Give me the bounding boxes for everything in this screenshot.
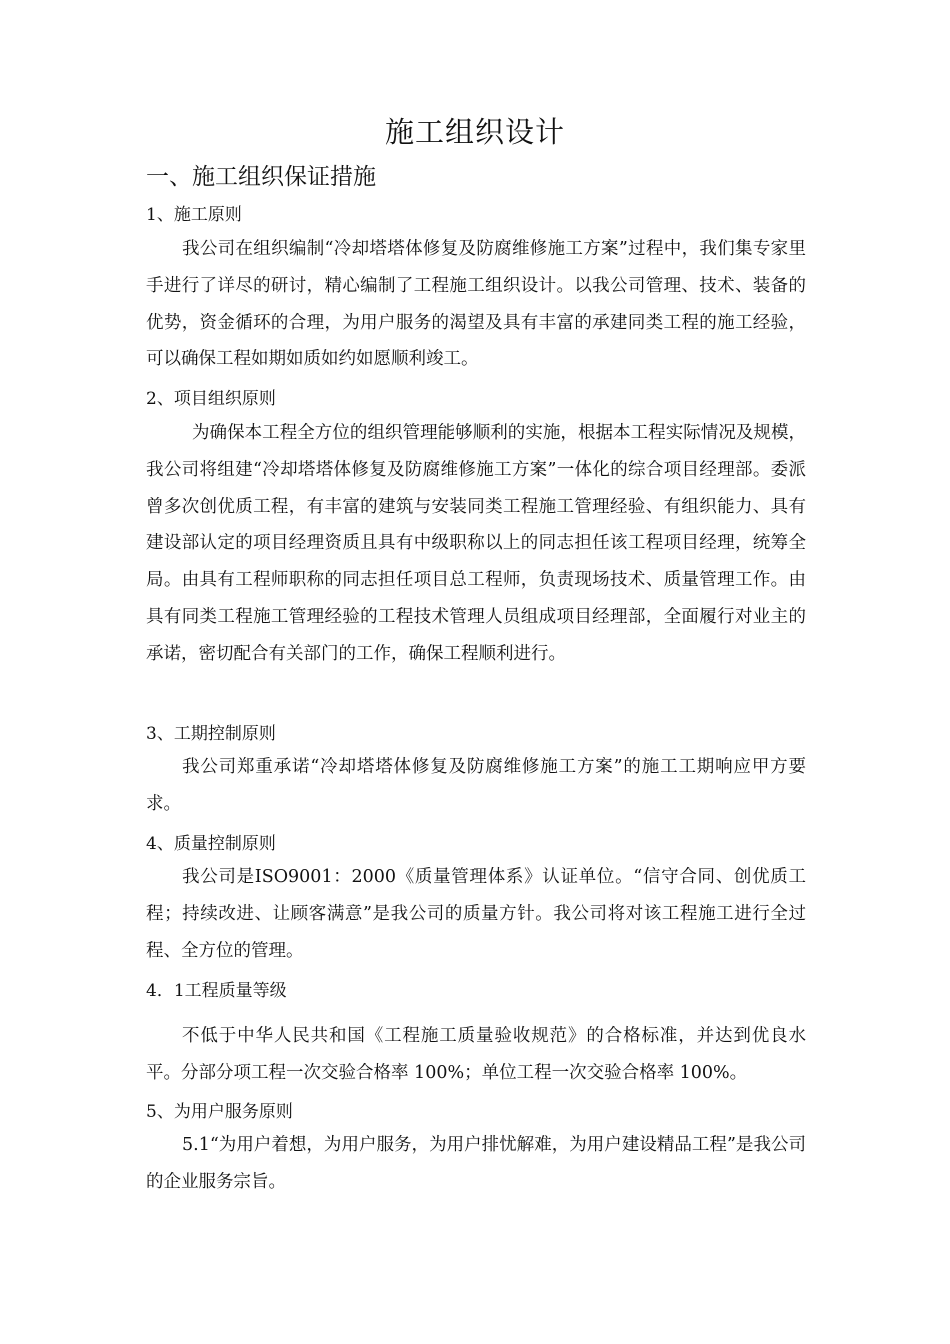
- paragraph-construction-principle: 我公司在组织编制“冷却塔塔体修复及防腐维修施工方案”过程中，我们集专家里手进行了详尽的研讨，精心编制了工程施工组织设计。以我公司管理、技术、装备的优势，资金循环的合理，为用户服务的渴望及具有丰富的承建同类工程的施工经验，可以确保工程如期如质如约如愿顺利竣工。: [146, 239, 806, 370]
- subsection-heading-1: 1、施工原则: [146, 205, 242, 225]
- subsection-heading-5: 5、为用户服务原则: [146, 1102, 293, 1122]
- subsection-heading-4-1: 4．1工程质量等级: [146, 981, 287, 1001]
- subsection-heading-4: 4、质量控制原则: [146, 834, 276, 854]
- paragraph-quality-control: 我公司是ISO9001：2000《质量管理体系》认证单位。“信守合同、创优质工程；持续改进、让顾客满意”是我公司的质量方针。我公司将对该工程施工进行全过程、全方位的管理。: [146, 867, 806, 961]
- subsection-heading-2: 2、项目组织原则: [146, 389, 276, 409]
- document-title: 施工组织设计: [384, 115, 565, 149]
- paragraph-schedule-control: 我公司郑重承诺“冷却塔塔体修复及防腐维修施工方案”的施工工期响应甲方要求。: [146, 757, 806, 814]
- paragraph-quality-grade: 不低于中华人民共和国《工程施工质量验收规范》的合格标准，并达到优良水平。分部分项工程一次交验合格率 100%；单位工程一次交验合格率 100%。: [146, 1026, 806, 1083]
- paragraph-project-organization: 为确保本工程全方位的组织管理能够顺利的实施，根据本工程实际情况及规模，我公司将组建“冷却塔塔体修复及防腐维修施工方案”一体化的综合项目经理部。委派曾多次创优质工程，有丰富的建筑与安装同类工程施工管理经验、有组织能力、具有建设部认定的项目经理资质且具有中级职称以上的同志担任该工程项目经理，统筹全局。由具有工程师职称的同志担任项目总工程师，负责现场技术、质量管理工作。由具有同类工程施工管理经验的工程技术管理人员组成项目经理部，全面履行对业主的承诺，密切配合有关部门的工作，确保工程顺利进行。: [146, 423, 806, 664]
- section-heading: 一、施工组织保证措施: [146, 164, 376, 190]
- subsection-heading-3: 3、工期控制原则: [146, 724, 276, 744]
- paragraph-user-service: 5.1“为用户着想，为用户服务，为用户排忧解难，为用户建设精品工程”是我公司的企业服务宗旨。: [146, 1135, 806, 1192]
